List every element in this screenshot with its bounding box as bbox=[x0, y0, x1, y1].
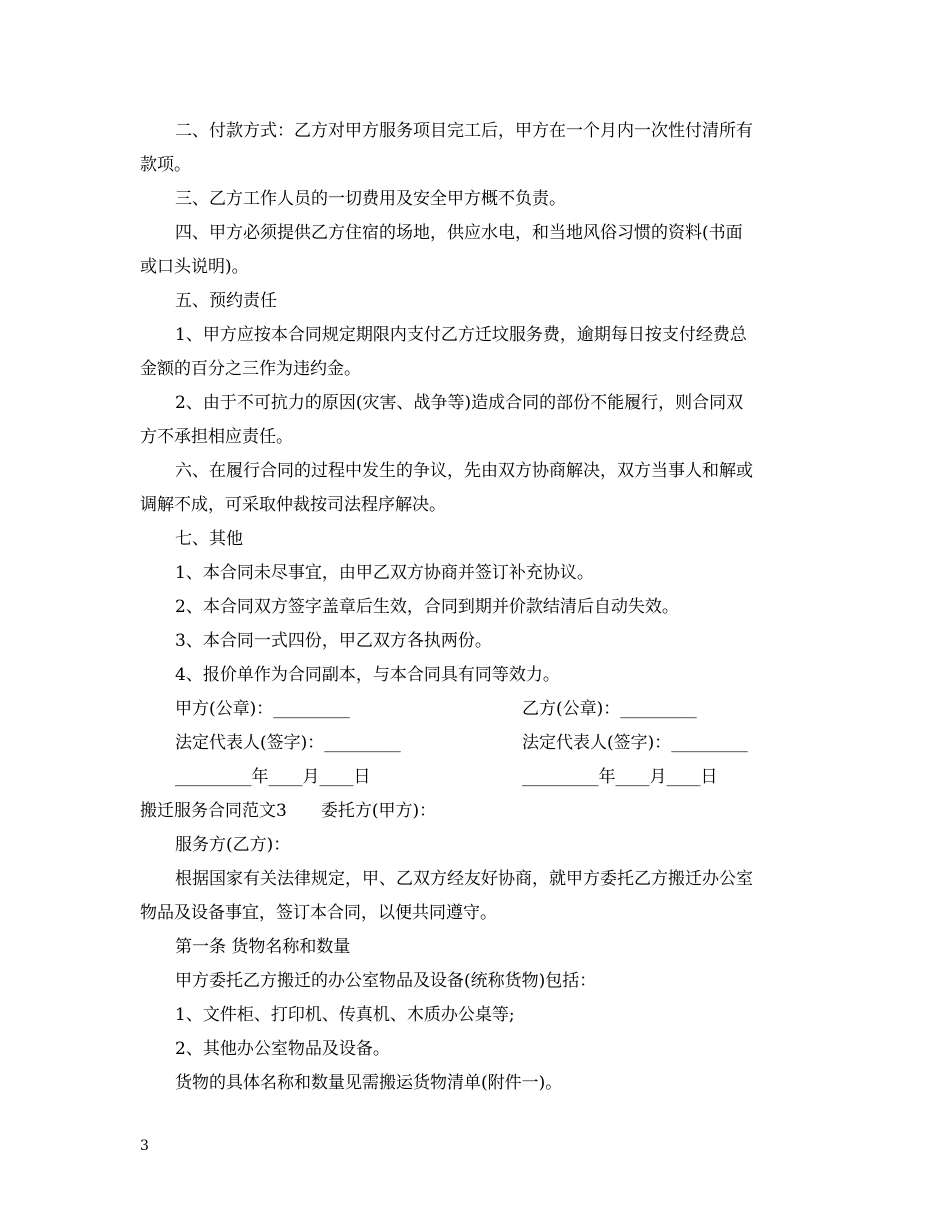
paragraph-agreement-basis-cont: 物品及设备事宜，签订本合同，以便共同遵守。 bbox=[140, 903, 497, 923]
party-b-seal: 乙方(公章)：_________ bbox=[522, 699, 697, 719]
paragraph-other-3: 3、本合同一式四份，甲乙双方各执两份。 bbox=[175, 631, 492, 651]
paragraph-payment-cont: 款项。 bbox=[140, 155, 191, 175]
paragraph-other-4: 4、报价单作为合同副本，与本合同具有同等效力。 bbox=[175, 665, 560, 685]
service-provider-line: 服务方(乙方)： bbox=[175, 835, 291, 855]
paragraph-force-majeure: 2、由于不可抗力的原因(灾害、战争等)造成合同的部份不能履行，则合同双 bbox=[175, 393, 744, 413]
article-1-heading: 第一条 货物名称和数量 bbox=[175, 937, 351, 957]
section3-title: 搬迁服务合同范文3 委托方(甲方)： bbox=[140, 801, 437, 821]
paragraph-goods-list: 货物的具体名称和数量见需搬运货物清单(附件一)。 bbox=[175, 1073, 563, 1093]
paragraph-other-1: 1、本合同未尽事宜，由甲乙双方协商并签订补充协议。 bbox=[175, 563, 594, 583]
heading-liability: 五、预约责任 bbox=[175, 291, 277, 311]
party-b-date: _________年____月____日 bbox=[522, 767, 718, 787]
party-a-date: _________年____月____日 bbox=[175, 767, 371, 787]
paragraph-staff-costs: 三、乙方工作人员的一切费用及安全甲方概不负责。 bbox=[175, 189, 566, 209]
goods-item-2: 2、其他办公室物品及设备。 bbox=[175, 1039, 390, 1059]
party-b-representative: 法定代表人(签字)：_________ bbox=[522, 733, 748, 753]
paragraph-other-2: 2、本合同双方签字盖章后生效，合同到期并价款结清后自动失效。 bbox=[175, 597, 679, 617]
page-number: 3 bbox=[140, 1138, 149, 1154]
paragraph-goods-scope: 甲方委托乙方搬迁的办公室物品及设备(统称货物)包括： bbox=[175, 971, 597, 991]
paragraph-accommodation-cont: 或口头说明)。 bbox=[140, 257, 249, 277]
paragraph-agreement-basis: 根据国家有关法律规定，甲、乙双方经友好协商，就甲方委托乙方搬迁办公室 bbox=[175, 869, 753, 889]
heading-other: 七、其他 bbox=[175, 529, 243, 549]
paragraph-disputes-cont: 调解不成，可采取仲裁按司法程序解决。 bbox=[140, 495, 446, 515]
paragraph-force-majeure-cont: 方不承担相应责任。 bbox=[140, 427, 293, 447]
paragraph-late-payment-cont: 金额的百分之三作为违约金。 bbox=[140, 359, 361, 379]
paragraph-accommodation: 四、甲方必须提供乙方住宿的场地，供应水电，和当地风俗习惯的资料(书面 bbox=[175, 223, 743, 243]
paragraph-late-payment: 1、甲方应按本合同规定期限内支付乙方迁坟服务费，逾期每日按支付经费总 bbox=[175, 325, 747, 345]
paragraph-disputes: 六、在履行合同的过程中发生的争议，先由双方协商解决，双方当事人和解或 bbox=[175, 461, 753, 481]
paragraph-payment: 二、付款方式：乙方对甲方服务项目完工后，甲方在一个月内一次性付清所有 bbox=[175, 121, 753, 141]
goods-item-1: 1、文件柜、打印机、传真机、木质办公桌等; bbox=[175, 1005, 515, 1025]
party-a-seal: 甲方(公章)：_________ bbox=[175, 699, 350, 719]
party-a-representative: 法定代表人(签字)：_________ bbox=[175, 733, 401, 753]
